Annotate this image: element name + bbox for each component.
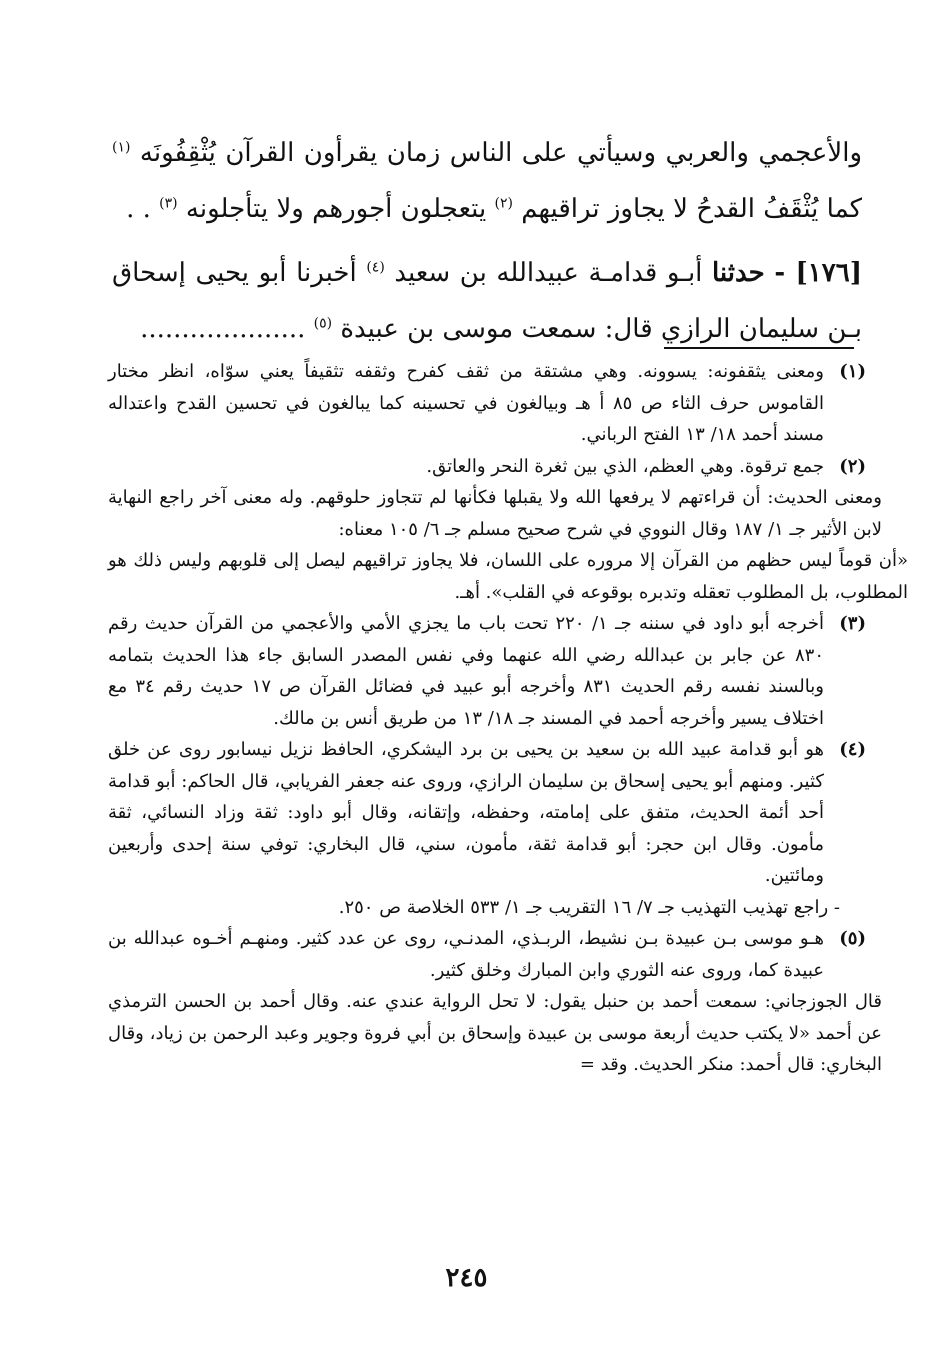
footnote-ref: (١) (112, 139, 131, 156)
main-text-segment: أخبرنا أبو يحيى إسحاق بـن سليمان الرازي قال: سمعت موسى بن عبيدة (112, 258, 862, 344)
footnote-text (108, 734, 824, 892)
footnote-line: البخاري: توفي سنة إحدى وأربعين ومائتين. (108, 833, 824, 886)
footnote-line: معناه: (338, 518, 384, 540)
footnote (108, 356, 866, 451)
footnote-number: (٢) (839, 455, 866, 477)
main-text-segment: . . (126, 194, 151, 224)
footnote-line: هـو موسى بـن عبيدة بـن نشيط، الربـذي، المدنـي، روى عن عدد كثير. ومنهـم أخـوه (192, 928, 824, 949)
continuation-dots: .................... (140, 314, 306, 344)
footnote (108, 923, 866, 986)
footnote-separator (664, 347, 854, 349)
main-paragraph-2 (112, 245, 862, 357)
footnote-line: أحمد بن الحسن الترمذي عن أحمد «لا يكتب حديث أربعة موسى بن عبيدة وإسحاق بن (108, 991, 882, 1044)
main-paragraph-1 (112, 125, 862, 237)
footnote-line: عبدالله بن عبيدة كما، وروى عنه الثوري وابن المبارك وخلق كثير. (108, 928, 824, 981)
footnote-line: آخر راجع النهاية لابن الأثير جـ ١/ ١٨٧ وقال النووي في شرح صحيح مسلم جـ ٦/ ١٠٥ (108, 487, 882, 540)
footnote-number: (١) (839, 361, 866, 382)
footnote-ref: (٤) (366, 259, 385, 276)
footnote-line: ومعنى يثقفونه: يسوونه. وهي مشتقة من ثقف كفرح وثقفه تثقيفاً يعني سوّاه، انظر مختار (108, 361, 824, 382)
footnote-line: الحديث بتمامه وبالسند نفسه رقم الحديث ٨٣١ وأخرجه أبو عبيد في فضائل القرآن ص ١٧ (108, 644, 824, 697)
main-text-segment: يتعجلون أجورهم ولا يتأجلونه (185, 194, 487, 224)
footnote-line: حديث رقم ٣٤ مع اختلاف يسير وأخرجه أحمد في المسند جـ ١٨/ ١٣ من طريق أنس بن (108, 676, 824, 729)
footnote-line: جمع ترقوة. وهي العظم، الذي بين ثغرة النحر والعاتق. (426, 455, 824, 477)
footnote (108, 608, 866, 734)
footnote-line: «أن قوماً ليس حظهم من القرآن إلا مروره على اللسان، فلا يجاوز تراقيهم ليصل إلى (273, 550, 908, 571)
footnote-line: الحاكم: أبو قدامة أحد أئمة الحديث، متفق على إمامته، وحفظه، وإتقانه، وقال أبو داود: (108, 770, 824, 823)
footnote-number: (٣) (839, 613, 866, 634)
footnote-text (108, 923, 824, 986)
footnote-ref: (٣) (159, 195, 178, 212)
main-text-segment: القدحُ لا يجاوز تراقيهم (521, 194, 755, 224)
footnote-text (108, 608, 824, 734)
footnote-line: أخرجه أبو داود في سننه جـ ١/ ٢٢٠ تحت باب ما يجزي الأمي والأعجمي من القرآن (195, 613, 824, 634)
footnote-line: ثقة وزاد النسائي، ثقة مأمون. وقال ابن حجر: أبو قدامة ثقة، مأمون، سني، قال (108, 802, 824, 855)
footnote-ref: (٥) (313, 315, 333, 332)
footnote (108, 451, 866, 483)
page-number: ٢٤٥ (445, 1263, 488, 1293)
footnote-line: القاموس حرف الثاء ص ٨٥ أ هـ وبيالغون في تحسينه كما يبالغون في تحسين القدح (176, 392, 824, 414)
footnote-ref: (٢) (494, 195, 513, 212)
footnote-line: واعتداله مسند أحمد ١٨/ ١٣ الفتح الرباني. (108, 392, 824, 445)
footnotes (108, 356, 908, 1081)
footnote-line: مالك. (273, 707, 315, 729)
footnote-text (108, 451, 824, 483)
main-text-segment: والأعجمي والعربي وسيأتي على الناس زمان يقرأون القرآن يُثْقِفُونَه (139, 138, 862, 168)
footnote-text (108, 356, 824, 451)
footnote-continuation (108, 482, 908, 545)
footnote-continuation (108, 986, 908, 1081)
main-text-segment: كما يُثْقَفُ (763, 194, 862, 224)
footnote-line: - راجع تهذيب التهذيب جـ ٧/ ١٦ التقريب جـ ١/ ٥٣٣ الخلاصة ص ٢٥٠. (338, 896, 840, 918)
footnote-line: ومعنى الحديث: أن قراءتهم لا يرفعها الله ولا يقبلها فكأنها لم تتجاوز حلوقهم. وله معنى (233, 487, 882, 508)
footnote-number: (٤) (839, 739, 866, 760)
footnote (108, 734, 866, 892)
main-text-segment: أبـو قدامـة عبيدالله بن سعيد (394, 258, 703, 288)
footnote-line: قلوبهم وليس ذلك هو المطلوب، بل المطلوب تعقله وتدبره بوقوعه في القلب». أهـ. (108, 550, 908, 603)
footnote-line: حديث رقم ٨٣٠ عن جابر بن عبدالله رضي الله عنهما وفي نفس المصدر السابق جاء هذا (108, 613, 824, 666)
hadith-number: [١٧٦] - (774, 258, 863, 288)
footnote-number: (٥) (839, 928, 866, 949)
footnote-quote (108, 545, 908, 608)
footnote-line: أبي فروة وجوير وعبد الرحمن بن زياد، وقال البخاري: قال أحمد: منكر الحديث. وقد = (108, 1022, 882, 1075)
footnote-line: قال الجوزجاني: سمعت أحمد بن حنبل يقول: لا تحل الرواية عندي عنه. وقال (302, 991, 882, 1012)
main-text (112, 125, 862, 357)
footnote-line: خلق كثير. ومنهم أبو يحيى إسحاق بن سليمان الرازي، وروى عنه جعفر الفريابي، قال (108, 739, 824, 792)
footnote-continuation (108, 892, 866, 924)
footnote-line: هو أبو قدامة عبيد الله بن سعيد بن يحيى بن برد اليشكري، الحافظ نزيل نيسابور روى عن (147, 739, 824, 760)
hadith-keyword: حدثنا (712, 258, 765, 288)
